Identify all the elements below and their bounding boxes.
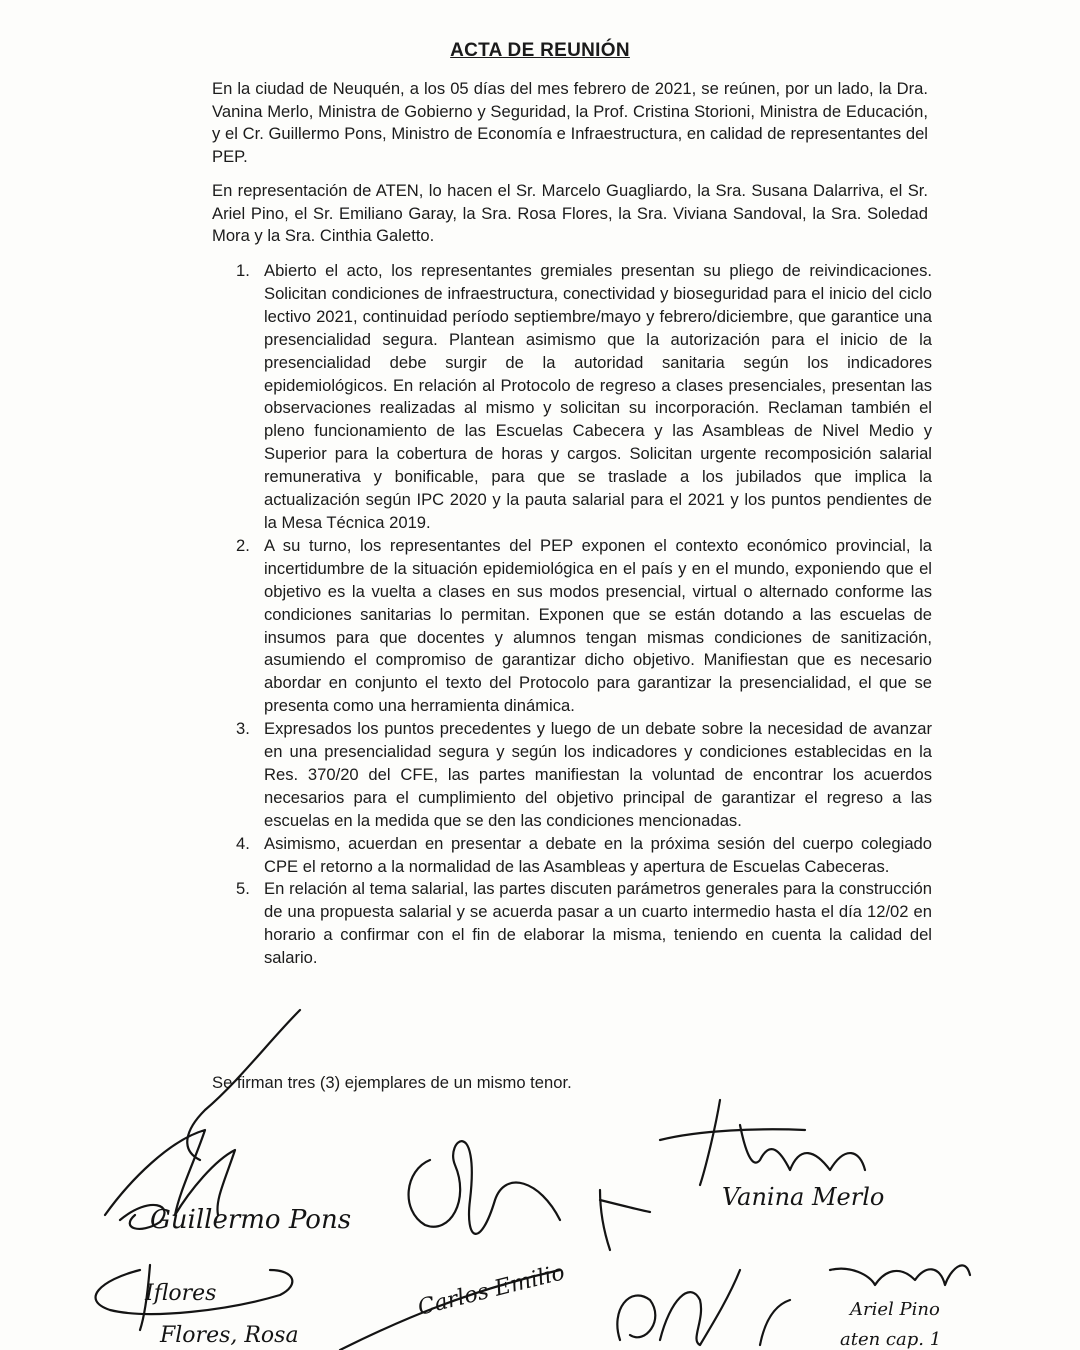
list-item bbox=[212, 833, 932, 879]
item-text: Expresados los puntos precedentes y luego de un debate sobre la necesidad de avanzar en una presencialidad segura y según los indicadores y condiciones establecidas en la Res. 370/20 del CFE, las partes manifiestan la voluntad de encontrar los acuerdos necesarios para el cumplimiento del objetivo principal de garantizar el regreso a las escuelas en la medida que se den las condiciones mencionadas. bbox=[264, 719, 932, 830]
item-number: 1. bbox=[236, 261, 250, 280]
signature-name: Carlos Emilio bbox=[415, 1260, 568, 1321]
signature-name: Guillermo Pons bbox=[150, 1205, 352, 1235]
signature-center bbox=[409, 1141, 650, 1250]
list-item bbox=[212, 535, 932, 718]
signature-vanina-merlo bbox=[660, 1100, 884, 1211]
signature-name: Flores, Rosa bbox=[160, 1323, 299, 1348]
item-text: A su turno, los representantes del PEP exponen el contexto económico provincial, la incertidumbre de la situación epidemiológica en el país y en el mundo, exponiendo que el objetivo es la vuelta a clases en sus modos presencial, virtual o alternado conforme las condiciones sanitarias lo permitan. Exponen que se están dotando a las escuelas de insumos para que docentes y alumnos tengan mismas condiciones de sanitización, asumiendo el compromiso de garantizar dicho objetivo. Manifiestan que es necesario abordar en conjunto el texto del Protocolo para garantizar la presencialidad, el que se presenta como una herramienta dinámica. bbox=[264, 535, 932, 716]
list-item bbox=[212, 718, 932, 833]
item-number: 5. bbox=[236, 879, 250, 899]
document-title: ACTA DE REUNIÓN bbox=[450, 40, 630, 61]
signature-guillermo-pons bbox=[105, 1130, 351, 1235]
svg-text:Iflores: Iflores bbox=[145, 1281, 217, 1306]
signature-ariel-pino bbox=[830, 1265, 970, 1350]
item-number: 3. bbox=[236, 719, 250, 739]
agreement-list bbox=[212, 260, 932, 970]
list-item bbox=[212, 878, 932, 970]
item-text: Asimismo, acuerdan en presentar a debate en la próxima sesión del cuerpo colegiado CPE el retorno a la normalidad de las Asambleas y apertura de Escuelas Cabeceras. bbox=[264, 833, 932, 876]
item-text: Abierto el acto, los representantes gremiales presentan su pliego de reivindicaciones. Solicitan condiciones de infraestructura, conectividad y bioseguridad para el inicio del ciclo lectivo 2021, continuidad período septiembre/mayo y febrero/diciembre, que garantice una presencialidad segura. Plantean asimismo que la autorización para el inicio de la presencialidad debe surgir de la autoridad sanitaria según los indicadores epidemiológicos. En relación al Protocolo de regreso a clases presenciales, presentan las observaciones realizadas al mismo y solicitan su incorporación. Reclaman también el pleno funcionamiento de las Escuelas Cabecera y las Asambleas de Nivel Medio y Superior para la cobertura de horas y cargos. Solicitan urgente recomposición salarial remunerativa y bonificable, para que se traslade a los jubilados que implica la actualización según IPC 2020 y la pauta salarial para el 2021 y los puntos pendientes de la Mesa Técnica 2019. bbox=[264, 261, 932, 532]
closing-statement: Se firman tres (3) ejemplares de un mismo tenor. bbox=[212, 1073, 572, 1092]
signature-carlos-emilio bbox=[340, 1260, 567, 1350]
signature-name: Ariel Pino bbox=[850, 1299, 940, 1320]
signature-affiliation: aten cap. 1 bbox=[840, 1329, 942, 1350]
item-number: 2. bbox=[236, 535, 250, 555]
representatives-paragraph: En representación de ATEN, lo hacen el Sr. Marcelo Guagliardo, la Sra. Susana Dalarriva, el Sr. Ariel Pino, el Sr. Emiliano Garay, la Sra. Rosa Flores, la Sra. Viviana Sandoval, la Sra. Soledad Mora y la Sra. Cinthia Galetto. bbox=[212, 181, 928, 246]
item-number: 4. bbox=[236, 833, 250, 853]
intro-paragraph: En la ciudad de Neuquén, a los 05 días del mes febrero de 2021, se reúnen, por un lado, la Dra. Vanina Merlo, Ministra de Gobierno y Seguridad, la Prof. Cristina Storioni, Ministra de Educación, y el Cr. Guillermo Pons, Ministro de Economía e Infraestructura, en calidad de representantes del PEP. bbox=[212, 79, 928, 166]
signature-flores-rosa bbox=[96, 1265, 299, 1348]
signature-name: Vanina Merlo bbox=[722, 1183, 885, 1211]
signature-loops bbox=[617, 1270, 790, 1345]
item-text: En relación al tema salarial, las partes discuten parámetros generales para la construcción de una propuesta salarial y se acuerda pasar a un cuarto intermedio hasta el día 12/02 en horario a confirmar con el fin de elaborar la misma, teniendo en cuenta la calidad del salario. bbox=[264, 879, 932, 968]
list-item bbox=[212, 260, 932, 535]
